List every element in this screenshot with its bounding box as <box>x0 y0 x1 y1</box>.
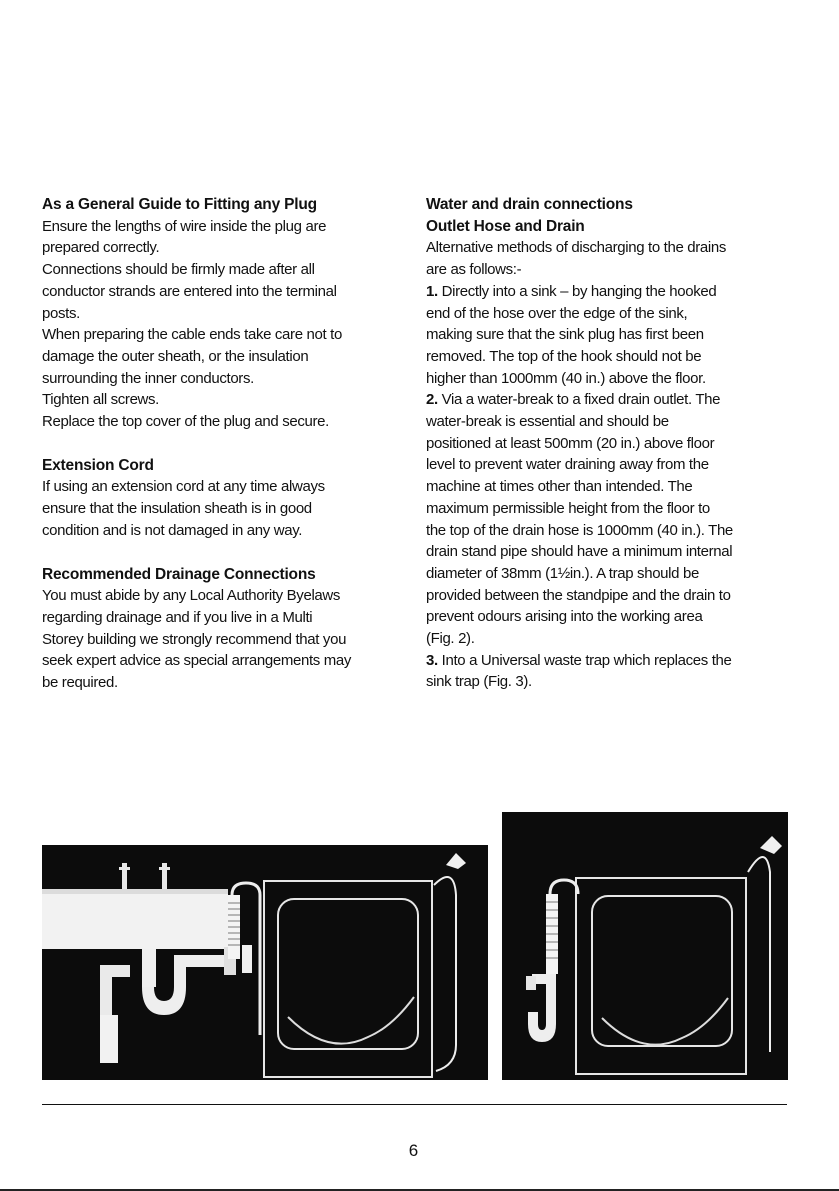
plug-line: Ensure the lengths of wire inside the plug are <box>42 217 327 235</box>
item-1-line: higher than 1000mm (40 in.) above the floor. <box>426 369 706 387</box>
tap-icon <box>122 863 127 889</box>
item-1-number: 1. <box>426 282 438 300</box>
cord-line: ensure that the insulation sheath is in good <box>42 500 312 518</box>
tap-connector-icon <box>446 853 466 869</box>
item-2-line: positioned at least 500mm (20 in.) above floor <box>426 434 715 452</box>
plug-line: prepared correctly. <box>42 239 160 257</box>
fig2-illustration <box>42 845 488 1080</box>
cord-line: condition and is not damaged in any way. <box>42 521 303 539</box>
left-column <box>42 194 387 694</box>
item-1-line: making sure that the sink plug has first been <box>426 326 704 344</box>
footer-rule <box>42 1104 787 1105</box>
plug-line: surrounding the inner conductors. <box>42 369 254 387</box>
item-2-line: the top of the drain hose is 1000mm (40 in.). The <box>426 521 733 539</box>
plug-line: conductor strands are entered into the terminal <box>42 282 337 300</box>
sink-basin <box>42 889 228 949</box>
tap-connector-icon <box>760 836 782 854</box>
item-2-line: drain stand pipe should have a minimum internal <box>426 543 733 561</box>
cord-line: If using an extension cord at any time always <box>42 478 325 496</box>
tap-icon <box>162 863 167 889</box>
drainage-line: seek expert advice as special arrangements may <box>42 652 352 670</box>
right-column <box>426 194 771 693</box>
intro-line: Alternative methods of discharging to the drains <box>426 239 727 257</box>
drainage-line: Storey building we strongly recommend that you <box>42 630 347 648</box>
figure-universal-waste-trap <box>502 812 788 1080</box>
figure-sink-trap-drain <box>42 845 488 1080</box>
intro-line: are as follows:- <box>426 261 522 279</box>
item-3-line: sink trap (Fig. 3). <box>426 673 532 691</box>
drainage-line: You must abide by any Local Authority Byelaws <box>42 587 341 605</box>
fig3-illustration <box>502 812 788 1080</box>
water-drain-heading: Water and drain connections <box>426 196 633 213</box>
item-1-line: end of the hose over the edge of the sink, <box>426 304 688 322</box>
item-1-line: removed. The top of the hook should not be <box>426 347 702 365</box>
plug-line: posts. <box>42 304 80 322</box>
item-2-line: (Fig. 2). <box>426 630 475 648</box>
page-number: 6 <box>408 1141 419 1160</box>
item-3-line: 3. Into a Universal waste trap which replaces the <box>426 651 732 669</box>
item-3-number: 3. <box>426 651 438 669</box>
plug-line: Connections should be firmly made after all <box>42 261 315 279</box>
item-2-line: water-break is essential and should be <box>426 413 669 431</box>
plug-heading: As a General Guide to Fitting any Plug <box>42 196 317 213</box>
item-2-line: provided between the standpipe and the drain to <box>426 586 731 604</box>
item-1-line: 1. Directly into a sink – by hanging the hooked <box>426 282 717 300</box>
item-2-number: 2. <box>426 391 438 409</box>
outlet-hose-heading: Outlet Hose and Drain <box>426 217 585 235</box>
plug-line: damage the outer sheath, or the insulation <box>42 347 309 365</box>
drainage-line: be required. <box>42 674 118 692</box>
drainage-line: regarding drainage and if you live in a Multi <box>42 608 313 626</box>
plug-line: When preparing the cable ends take care not to <box>42 326 342 344</box>
item-2-line: prevent odours arising into the working area <box>426 608 703 626</box>
item-2-line: machine at times other than intended. The <box>426 478 693 496</box>
item-2-line: 2. Via a water-break to a fixed drain outlet. The <box>426 391 721 409</box>
plug-line: Tighten all screws. <box>42 391 160 409</box>
drainage-heading: Recommended Drainage Connections <box>42 565 316 583</box>
plug-line: Replace the top cover of the plug and secure. <box>42 413 329 431</box>
extension-cord-heading: Extension Cord <box>42 456 154 474</box>
item-2-line: maximum permissible height from the floor to <box>426 499 710 517</box>
item-2-line: diameter of 38mm (1½in.). A trap should be <box>426 564 699 582</box>
item-2-line: level to prevent water draining away from the <box>426 456 709 474</box>
